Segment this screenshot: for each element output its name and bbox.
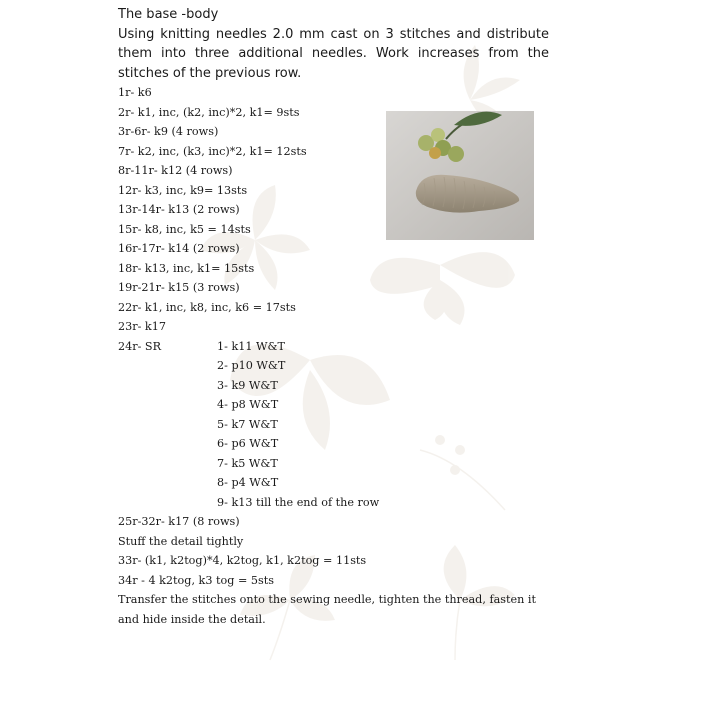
- short-row-line: [118, 415, 558, 435]
- short-row-step: 5- k7 W&T: [217, 417, 278, 431]
- short-row-step: 1- k11 W&T: [217, 339, 285, 353]
- pattern-row: 22r- k1, inc, k8, inc, k6 = 17sts: [118, 300, 296, 314]
- pattern-row: 16r-17r- k14 (2 rows): [118, 242, 240, 255]
- finishing-instructions: Transfer the stitches onto the sewing needle, tighten the thread, fasten it and hide inside the detail.: [118, 593, 536, 626]
- short-row-step: 6- p6 W&T: [217, 437, 279, 450]
- pattern-row: Stuff the detail tightly: [118, 534, 244, 548]
- knitted-body-photo: [386, 111, 534, 240]
- pattern-row: 3r-6r- k9 (4 rows): [118, 125, 219, 138]
- pattern-row: 8r-11r- k12 (4 rows): [118, 164, 233, 177]
- section-title: The base -body: [118, 7, 219, 22]
- short-row-line: [118, 473, 558, 493]
- pattern-row: 33r- (k1, k2tog)*4, k2tog, k1, k2tog = 11sts: [118, 554, 367, 567]
- pattern-row: 25r-32r- k17 (8 rows): [118, 515, 240, 528]
- pattern-row: 18r- k13, inc, k1= 15sts: [118, 261, 255, 275]
- short-row-step: 3- k9 W&T: [217, 378, 278, 392]
- short-row-line: [118, 356, 558, 376]
- pattern-row: 7r- k2, inc, (k3, inc)*2, k1= 12sts: [118, 144, 307, 158]
- pattern-row: 19r-21r- k15 (3 rows): [118, 281, 240, 294]
- short-row-step: 7- k5 W&T: [217, 456, 278, 470]
- short-row-line: [118, 434, 558, 454]
- pattern-row: 15r- k8, inc, k5 = 14sts: [118, 222, 251, 236]
- short-row-step: 9- k13 till the end of the row: [217, 495, 380, 509]
- pattern-row: 1r- k6: [118, 86, 152, 99]
- pattern-row: 2r- k1, inc, (k2, inc)*2, k1= 9sts: [118, 105, 300, 119]
- short-row-step: 2- p10 W&T: [217, 359, 286, 372]
- short-rows-label: 24r- SR: [118, 339, 162, 353]
- pattern-row: 34r - 4 k2tog, k3 tog = 5sts: [118, 573, 274, 587]
- pattern-row: 23r- k17: [118, 320, 166, 333]
- short-row-line: [118, 337, 558, 357]
- short-row-step: 4- p8 W&T: [217, 398, 279, 411]
- short-row-line: [118, 493, 558, 513]
- short-row-line: [118, 395, 558, 415]
- short-row-line: [118, 376, 558, 396]
- short-row-step: 8- p4 W&T: [217, 476, 279, 489]
- short-row-line: [118, 454, 558, 474]
- pattern-row: 13r-14r- k13 (2 rows): [118, 203, 240, 216]
- intro-paragraph: Using knitting needles 2.0 mm cast on 3 stitches and distribute them into three additional needles. Work increases from the stitches of the previous row.: [118, 26, 549, 81]
- pattern-row: 12r- k3, inc, k9= 13sts: [118, 183, 248, 197]
